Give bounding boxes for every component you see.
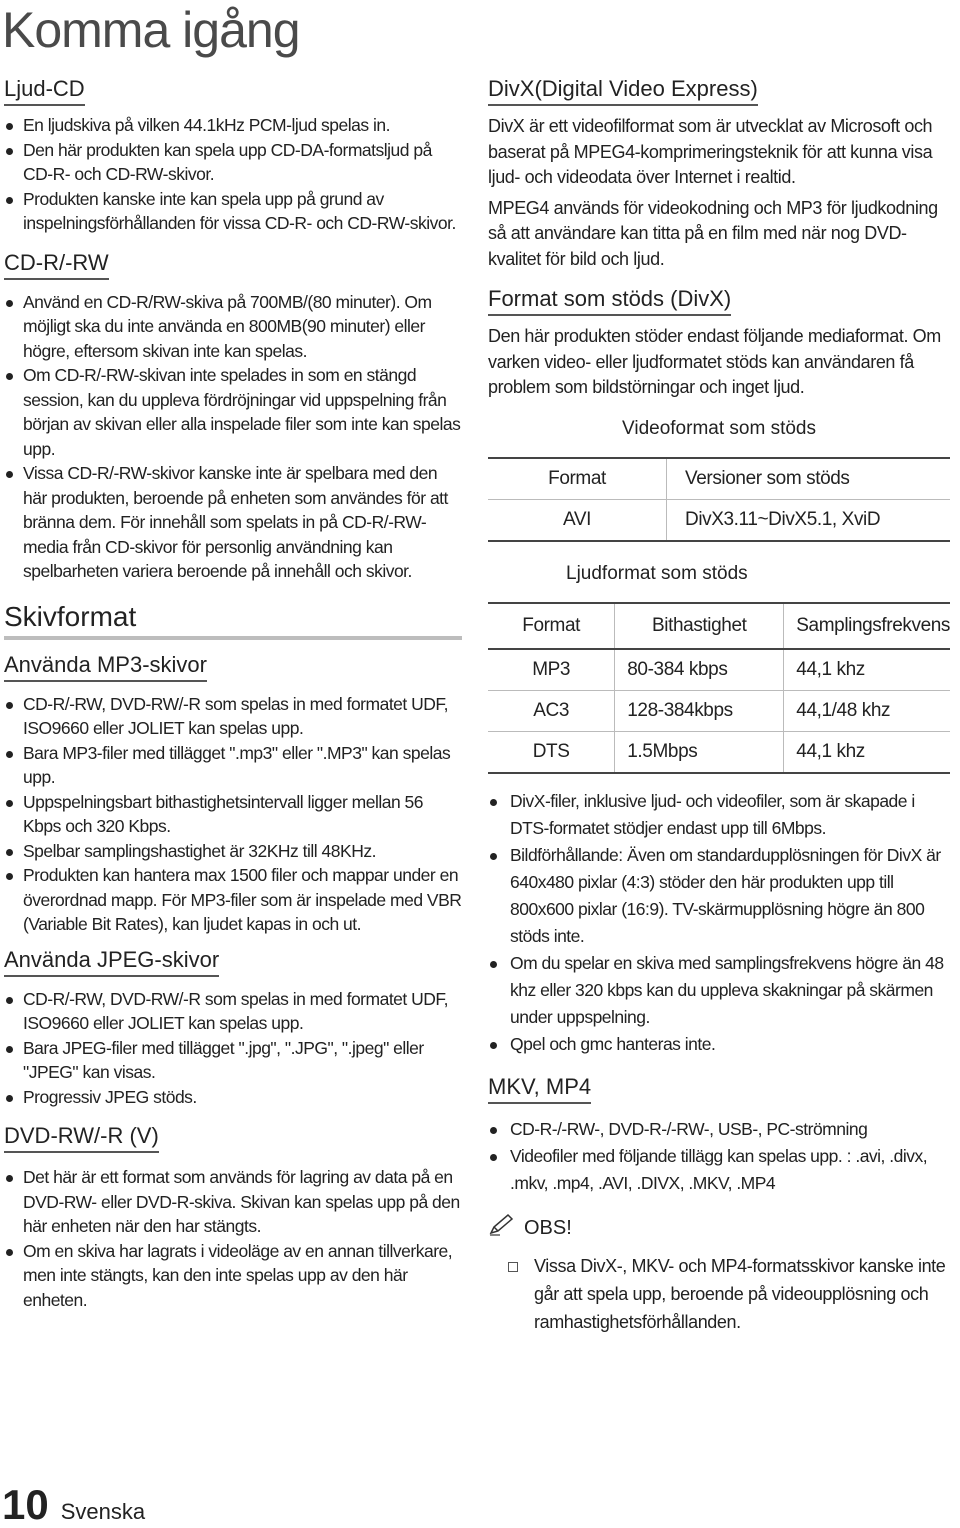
heading-cdr-rw: CD-R/-RW (4, 250, 109, 280)
list-item: Produkten kan hantera max 1500 filer och mappar under en överordnad mapp. För MP3-filer som är inspelade med VBR (Variable Bit Rates), kan ljudet kapas in och ut. (4, 863, 462, 937)
list-item: Bara MP3-filer med tillägget ".mp3" eller ".MP3" kan spelas upp. (4, 741, 462, 790)
table-row (488, 603, 950, 649)
table-row (488, 458, 950, 500)
table-header-cell: Format (488, 458, 667, 500)
left-column (4, 76, 462, 1312)
list-item: CD-R-/-RW-, DVD-R-/-RW-, USB-, PC-strömning (488, 1116, 950, 1143)
list-item: Qpel och gmc hanteras inte. (488, 1031, 950, 1058)
heading-format-divx: Format som stöds (DivX) (488, 286, 731, 316)
table-header-cell: Format (488, 603, 615, 649)
table-header-cell: Bithastighet (615, 603, 784, 649)
list-mp3 (4, 692, 462, 937)
divx-paragraph-2: MPEG4 används för videokodning och MP3 för ljudkodning så att användare kan titta på en film med när nog DVD-kvalitet för bild och ljud. (488, 197, 938, 269)
footer-language: Svenska (60, 1499, 146, 1524)
list-ljud-cd (4, 113, 462, 236)
table-cell: 80-384 kbps (615, 649, 784, 691)
list-item: Vissa CD-R/-RW-skivor kanske inte är spelbara med den här produkten, beroende på enheten som användes för att bränna dem. För innehåll som spelats in på CD-R/-RW-media från CD-skivor för personlig användning kan spelbarheten variera beroende på innehåll och skivor. (4, 461, 462, 584)
table-header-cell: Samplingsfrekvens (784, 603, 950, 649)
divx-paragraph-1: DivX är ett videofilformat som är utvecklat av Microsoft och baserat på MPEG4-komprimeringsteknik för att kunna visa ljud- och videodata över Internet i realtid. (488, 116, 933, 187)
heading-divx: DivX(Digital Video Express) (488, 76, 758, 106)
list-item: Använd en CD-R/RW-skiva på 700MB/(80 minuter). Om möjligt ska du inte använda en 800MB(90 minuter) eller högre, eftersom skivan inte kan spelas. (4, 290, 462, 364)
page-number: 10 (2, 1481, 49, 1528)
table-row (488, 649, 950, 691)
video-format-table (488, 457, 950, 542)
list-item: CD-R/-RW, DVD-RW/-R som spelas in med formatet UDF, ISO9660 eller JOLIET kan spelas upp. (4, 987, 462, 1036)
note-header (488, 1213, 950, 1244)
audio-format-table (488, 602, 950, 774)
heading-mp3: Använda MP3-skivor (4, 652, 207, 682)
page-footer (2, 1482, 145, 1528)
pencil-icon (488, 1213, 518, 1244)
list-item: Spelbar samplingshastighet är 32KHz till 48KHz. (4, 839, 462, 864)
list-item: Videofiler med följande tillägg kan spelas upp. : .avi, .divx, .mkv, .mp4, .AVI, .DIVX, .MKV, .MP4 (488, 1143, 950, 1197)
heading-dvd-rw: DVD-RW/-R (V) (4, 1123, 159, 1153)
table-cell: 128-384kbps (615, 690, 784, 731)
list-item: Vissa DivX-, MKV- och MP4-formatsskivor kanske inte går att spela upp, beroende på videoupplösning och ramhastighetsförhållanden. (488, 1252, 950, 1336)
table-cell: 1.5Mbps (615, 731, 784, 773)
format-divx-paragraph: Den här produkten stöder endast följande mediaformat. Om varken video- eller ljudformatet stöds kan användaren få problem som bildstörningar och inget ljud. (488, 326, 941, 397)
list-dvd-rw (4, 1165, 462, 1312)
table-cell: AC3 (488, 690, 615, 731)
table-cell: 44,1/48 khz (784, 690, 950, 731)
note-label: OBS! (524, 1217, 572, 1239)
table-cell: MP3 (488, 649, 615, 691)
heading-ljud-cd: Ljud-CD (4, 76, 85, 106)
table-header-cell: Versioner som stöds (667, 458, 951, 500)
list-item: Om du spelar en skiva med samplingsfrekvens högre än 48 khz eller 320 kbps kan du uppleva skakningar på skärmen under uppspelning. (488, 950, 950, 1031)
list-item: Om CD-R/-RW-skivan inte spelades in som en stängd session, kan du uppleva fördröjningar vid uppspelning från början av skivan eller alla inspelade filer som inte kan spelas upp. (4, 363, 462, 461)
list-jpeg (4, 987, 462, 1110)
list-item: Progressiv JPEG stöds. (4, 1085, 462, 1110)
page-title: Komma igång (2, 2, 300, 58)
list-mkv (488, 1116, 950, 1197)
list-item: DivX-filer, inklusive ljud- och videofiler, som är skapade i DTS-formatet stödjer endast upp till 6Mbps. (488, 788, 950, 842)
list-divx-notes (488, 788, 950, 1058)
table-cell: 44,1 khz (784, 649, 950, 691)
list-item: En ljudskiva på vilken 44.1kHz PCM-ljud spelas in. (4, 113, 462, 138)
list-item: Det här är ett format som används för lagring av data på en DVD-RW- eller DVD-R-skiva. Skivan kan spelas upp på den här enheten när den har stängts. (4, 1165, 462, 1239)
list-item: Bildförhållande: Även om standardupplösningen för DivX är 640x480 pixlar (4:3) stöder den här produkten upp till 800x600 pixlar (16:9). TV-skärmupplösning högre än 800 stöds inte. (488, 842, 950, 950)
list-note (488, 1252, 950, 1336)
heading-skivformat: Skivformat (4, 600, 462, 640)
table-row (488, 731, 950, 773)
heading-jpeg: Använda JPEG-skivor (4, 947, 219, 977)
list-item: CD-R/-RW, DVD-RW/-R som spelas in med formatet UDF, ISO9660 eller JOLIET kan spelas upp. (4, 692, 462, 741)
list-item: Den här produkten kan spela upp CD-DA-formatsljud på CD-R- och CD-RW-skivor. (4, 138, 462, 187)
list-item: Produkten kanske inte kan spela upp på grund av inspelningsförhållanden för vissa CD-R- och CD-RW-skivor. (4, 187, 462, 236)
table-row (488, 499, 950, 541)
right-column (488, 76, 950, 1336)
heading-mkv: MKV, MP4 (488, 1074, 591, 1104)
list-cdr-rw (4, 290, 462, 584)
table-cell: AVI (488, 499, 667, 541)
list-item: Om en skiva har lagrats i videoläge av en annan tillverkare, men inte stängts, kan den inte spelas upp av den här enheten. (4, 1239, 462, 1313)
table-cell: DTS (488, 731, 615, 773)
table-row (488, 690, 950, 731)
list-item: Bara JPEG-filer med tillägget ".jpg", ".JPG", ".jpeg" eller "JPEG" kan visas. (4, 1036, 462, 1085)
table-cell: DivX3.11~DivX5.1, XviD (685, 508, 881, 530)
table-cell: 44,1 khz (796, 740, 865, 762)
video-table-title: Videoformat som stöds (622, 417, 816, 439)
audio-table-title: Ljudformat som stöds (566, 562, 748, 584)
list-item: Uppspelningsbart bithastighetsintervall ligger mellan 56 Kbps och 320 Kbps. (4, 790, 462, 839)
